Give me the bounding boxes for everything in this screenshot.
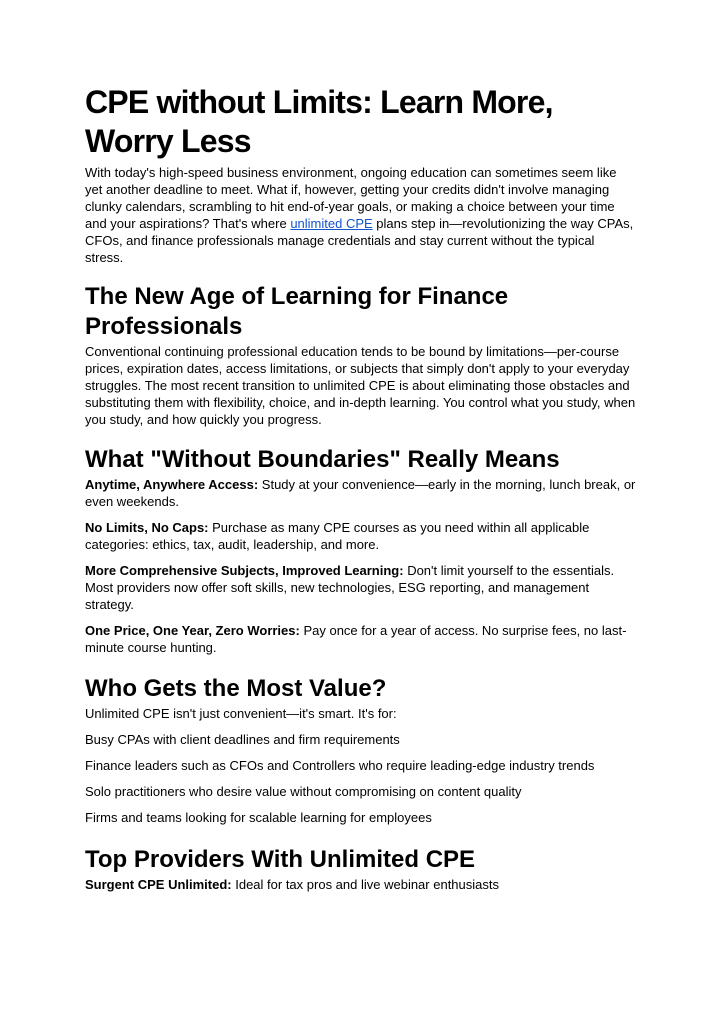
page-title: CPE without Limits: Learn More, Worry Less — [85, 84, 553, 159]
boundary-item-text: Don't limit yourself to the essentials. Most providers now offer soft skills, new technologies, ESG reporting, and management strategy. — [85, 563, 615, 612]
intro-paragraph — [85, 164, 636, 266]
heading-new-age: The New Age of Learning for Finance Professionals — [85, 283, 509, 340]
provider-item-label: Surgent CPE Unlimited: — [85, 877, 232, 892]
heading-top-providers: Top Providers With Unlimited CPE — [85, 846, 476, 873]
audience-item: Busy CPAs with client deadlines and firm requirements — [85, 732, 400, 747]
boundary-item-label: More Comprehensive Subjects, Improved Learning: — [85, 563, 404, 578]
boundary-item-text: Pay once for a year of access. No surprise fees, no last-minute course hunting. — [85, 623, 627, 655]
boundary-item — [85, 476, 636, 510]
provider-item — [85, 876, 636, 893]
boundary-item-label: One Price, One Year, Zero Worries: — [85, 623, 300, 638]
heading-without-boundaries: What "Without Boundaries" Really Means — [85, 446, 560, 473]
new-age-paragraph: Conventional continuing professional education tends to be bound by limitations—per-course prices, expiration dates, access limitations, or subjects that simply don't apply to your everyday struggles. The most recent transition to unlimited CPE is about eliminating those obstacles and substituting them with flexibility, choice, and in-depth learning. You control what you study, when you study, and how quickly you progress. — [85, 344, 636, 427]
boundary-item-label: Anytime, Anywhere Access: — [85, 477, 259, 492]
boundary-item-text: Study at your convenience—early in the morning, lunch break, or even weekends. — [85, 477, 636, 509]
heading-most-value: Who Gets the Most Value? — [85, 675, 387, 702]
audience-item: Finance leaders such as CFOs and Controllers who require leading-edge industry trends — [85, 758, 595, 773]
intro-text-before-link: With today's high-speed business environment, ongoing education can sometimes seem like yet another deadline to meet. What if, however, getting your credits didn't involve managing clunky calendars, scrambling to hit end-of-year goals, or making a choice between your time and your aspirations? That's where — [85, 165, 617, 231]
most-value-lead: Unlimited CPE isn't just convenient—it's smart. It's for: — [85, 706, 397, 721]
boundary-item — [85, 562, 636, 613]
intro-text-after-link: plans step in—revolutionizing the way CPAs, CFOs, and finance professionals manage credentials and stay current without the typical stress. — [85, 216, 634, 265]
boundary-item — [85, 519, 636, 553]
unlimited-cpe-link[interactable]: unlimited CPE — [290, 216, 373, 231]
audience-item: Firms and teams looking for scalable learning for employees — [85, 810, 432, 825]
audience-item: Solo practitioners who desire value without compromising on content quality — [85, 784, 522, 799]
boundary-item-label: No Limits, No Caps: — [85, 520, 209, 535]
boundary-item-text: Purchase as many CPE courses as you need within all applicable categories: ethics, tax, audit, leadership, and more. — [85, 520, 590, 552]
boundary-item — [85, 622, 636, 656]
provider-item-text: Ideal for tax pros and live webinar enthusiasts — [231, 877, 499, 892]
document-page — [0, 83, 720, 1014]
